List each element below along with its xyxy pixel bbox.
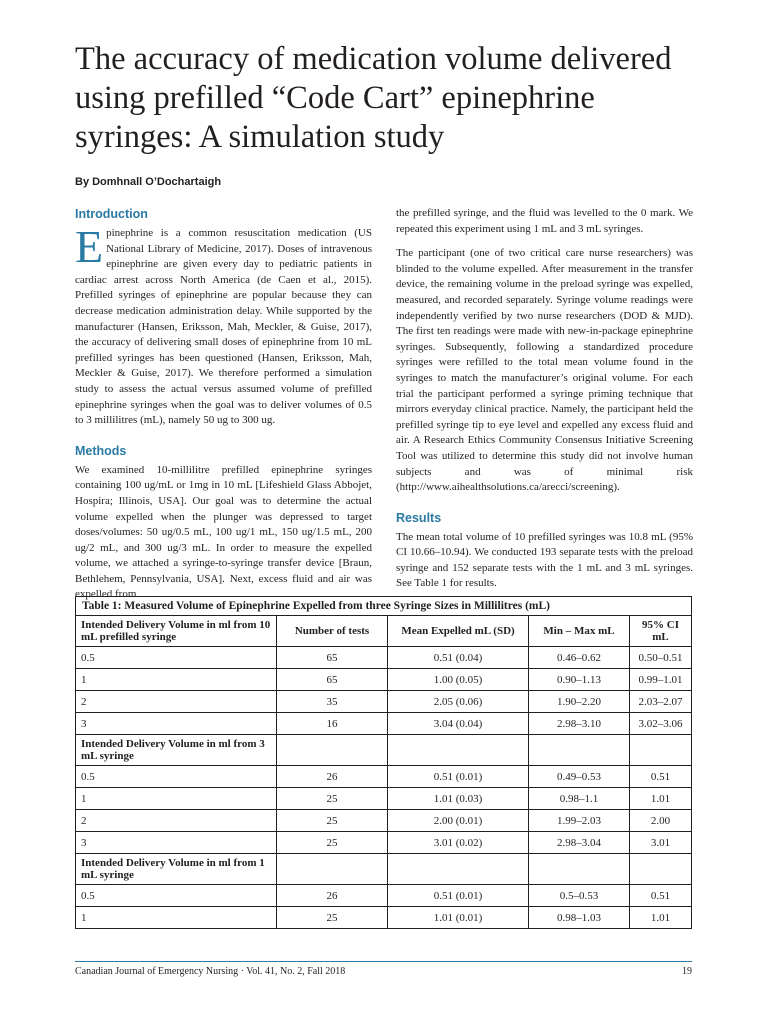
table-cell: 0.51 (0.01) (388, 766, 529, 788)
table-cell: 3.02–3.06 (630, 713, 692, 735)
table-cell: 1.00 (0.05) (388, 669, 529, 691)
right-column (396, 206, 693, 592)
table-cell: 1.99–2.03 (529, 810, 630, 832)
results-heading: Results (396, 510, 442, 525)
left-column (75, 206, 372, 603)
table-cell: 1 (76, 788, 277, 810)
intro-paragraph (75, 221, 372, 429)
table-cell-empty (630, 735, 692, 766)
methods-paragraph-1-continued: the prefilled syringe, and the fluid was levelled to the 0 mark. We repeated this experiment using 1 mL and 3 mL syringes. (396, 207, 693, 235)
table-header: Min – Max mL (529, 616, 630, 647)
table-cell: 35 (277, 691, 388, 713)
article-title: The accuracy of medication volume delivered using prefilled “Code Cart” epinephrine syringes: A simulation study (75, 41, 672, 155)
table-cell: 1.90–2.20 (529, 691, 630, 713)
table-cell: 2.03–2.07 (630, 691, 692, 713)
table-cell: 65 (277, 669, 388, 691)
table-cell-empty (277, 854, 388, 885)
table-cell: 0.51 (630, 885, 692, 907)
table-cell: 3 (76, 832, 277, 854)
table-cell: 3.01 (0.02) (388, 832, 529, 854)
table-cell: 0.50–0.51 (630, 647, 692, 669)
table-header: 95% CI mL (630, 616, 692, 647)
table-cell: 0.90–1.13 (529, 669, 630, 691)
table-row (76, 832, 692, 854)
page-footer (75, 966, 692, 977)
table-cell: 25 (277, 810, 388, 832)
table-subheader-row (76, 735, 692, 766)
page-number: 19 (682, 966, 692, 977)
intro-body: pinephrine is a common resuscitation medication (US National Library of Medicine, 2017). Doses of intravenous epinephrine are given every day to pediatric patients in cardiac arrest across North America (de Caen et al., 2015). Prefilled syringes of epinephrine are popular because they can decrease medication administration delay. While supported by the manufacturer (Hansen, Eriksson, Mah, Meckler, & Guise, 2017), the accuracy of delivering small doses of epinephrine from 10 mL prefilled syringes has been questioned (Hansen, Eriksson, Mah, Meckler & Guise, 2017). We therefore performed a simulation study to assess the actual versus assumed volume of prefilled epinephrine syringes when the goal was to deliver volumes of 0.5 to 3 millilitres (mL), namely 50 ug to 300 ug. (75, 227, 372, 427)
table-cell: 25 (277, 788, 388, 810)
results-paragraph: The mean total volume of 10 prefilled syringes was 10.8 mL (95% CI 10.66–10.94). We conducted 193 separate tests with the preload syringe and 152 separate tests with the 1 mL and 3 mL syringes. See Table 1 for results. (396, 530, 693, 590)
table-cell: 0.98–1.03 (529, 907, 630, 929)
table-cell: 0.5 (76, 885, 277, 907)
table-cell: 0.99–1.01 (630, 669, 692, 691)
table-header: Mean Expelled mL (SD) (388, 616, 529, 647)
table-cell-empty (529, 735, 630, 766)
table-cell-empty (630, 854, 692, 885)
table-subheader: Intended Delivery Volume in ml from 3 mL syringe (76, 735, 277, 766)
table-row (76, 885, 692, 907)
table-cell: 0.98–1.1 (529, 788, 630, 810)
table-cell: 2.05 (0.06) (388, 691, 529, 713)
table-cell: 1.01 (0.01) (388, 907, 529, 929)
methods-paragraph-2: The participant (one of two critical care nurse researchers) was blinded to the volume expelled. After measurement in the transfer device, the remaining volume in the preload syringe was expelled, measured, and recorded separately. Syringe volume readings were independently verified by two nurse researchers (DOD & MJD). The first ten readings were made with new-in-package epinephrine syringes. Subsequently, following a standardized procedure syringes were refilled to the total mean volume found in the syringes to match the manufacturer’s original volume. For each trial the participant performed a syringe priming technique that mirrors everyday clinical practice. Namely, the participant held the prefilled syringe tip to eye level and expelled any excess fluid and air. A Research Ethics Community Consensus Initiative Screening Tool was utilized to determine this study did not involve human subjects and was of minimal risk (http://www.aihealthsolutions.ca/arecci/screening). (396, 247, 693, 494)
table-cell: 2 (76, 691, 277, 713)
table-row (76, 713, 692, 735)
results-table (75, 596, 692, 929)
table-cell: 0.51 (0.04) (388, 647, 529, 669)
table-cell: 0.46–0.62 (529, 647, 630, 669)
table-cell: 65 (277, 647, 388, 669)
table-cell: 1 (76, 907, 277, 929)
table-cell: 2.98–3.04 (529, 832, 630, 854)
table-cell: 2.98–3.10 (529, 713, 630, 735)
table-cell: 0.51 (630, 766, 692, 788)
table-row (76, 788, 692, 810)
table-cell: 0.5 (76, 766, 277, 788)
table-row (76, 647, 692, 669)
table-cell: 0.5 (76, 647, 277, 669)
table-cell: 1 (76, 669, 277, 691)
table-cell: 3.04 (0.04) (388, 713, 529, 735)
journal-citation: Canadian Journal of Emergency Nursing · Vol. 41, No. 2, Fall 2018 (75, 966, 346, 977)
table-cell-empty (277, 735, 388, 766)
intro-dropcap: E (75, 221, 104, 272)
footer-rule (75, 961, 692, 962)
table-subheader: Intended Delivery Volume in ml from 1 mL syringe (76, 854, 277, 885)
table-cell: 1.01 (630, 907, 692, 929)
table-row (76, 691, 692, 713)
table-header: Number of tests (277, 616, 388, 647)
table-row (76, 907, 692, 929)
table-row (76, 766, 692, 788)
methods-heading: Methods (75, 443, 127, 458)
table-subheader-row (76, 854, 692, 885)
table-cell: 0.51 (0.01) (388, 885, 529, 907)
table-body (76, 647, 692, 929)
table-cell: 0.5–0.53 (529, 885, 630, 907)
table-cell-empty (529, 854, 630, 885)
table-cell: 26 (277, 766, 388, 788)
methods-paragraph-1: We examined 10-millilitre prefilled epinephrine syringes containing 100 ug/mL or 1mg in 10 mL [Lifeshield Glass Abbojet, Hospira; Illinois, USA]. Our goal was to determine the actual volume expelled when the plunger was depressed to target doses/volumes: 50 ug/0.5 mL, 100 ug/1 mL, 150 ug/1.5 mL, 200 ug/2 mL, and 300 ug/3 mL. In order to measure the expelled volume, we attached a syringe-to-syringe transfer device [Braun, Bethlehem, Pennsylvania, USA]. Next, excess fluid and air was expelled from (75, 463, 372, 601)
table-cell: 25 (277, 832, 388, 854)
table-cell: 16 (277, 713, 388, 735)
table-cell: 1.01 (0.03) (388, 788, 529, 810)
byline: By Domhnall O’Dochartaigh (75, 176, 222, 188)
table-cell: 3 (76, 713, 277, 735)
table-cell-empty (388, 735, 529, 766)
table-cell: 1.01 (630, 788, 692, 810)
table-caption: Table 1: Measured Volume of Epinephrine Expelled from three Syringe Sizes in Millilitres (mL) (76, 597, 692, 616)
table-cell: 0.49–0.53 (529, 766, 630, 788)
table-cell: 2.00 (630, 810, 692, 832)
table-cell: 3.01 (630, 832, 692, 854)
intro-heading: Introduction (75, 207, 148, 221)
table-row (76, 810, 692, 832)
table-cell: 2 (76, 810, 277, 832)
table-cell-empty (388, 854, 529, 885)
table-row (76, 669, 692, 691)
table-cell: 26 (277, 885, 388, 907)
table-header: Intended Delivery Volume in ml from 10 mL prefilled syringe (76, 616, 277, 647)
table-cell: 2.00 (0.01) (388, 810, 529, 832)
table-cell: 25 (277, 907, 388, 929)
